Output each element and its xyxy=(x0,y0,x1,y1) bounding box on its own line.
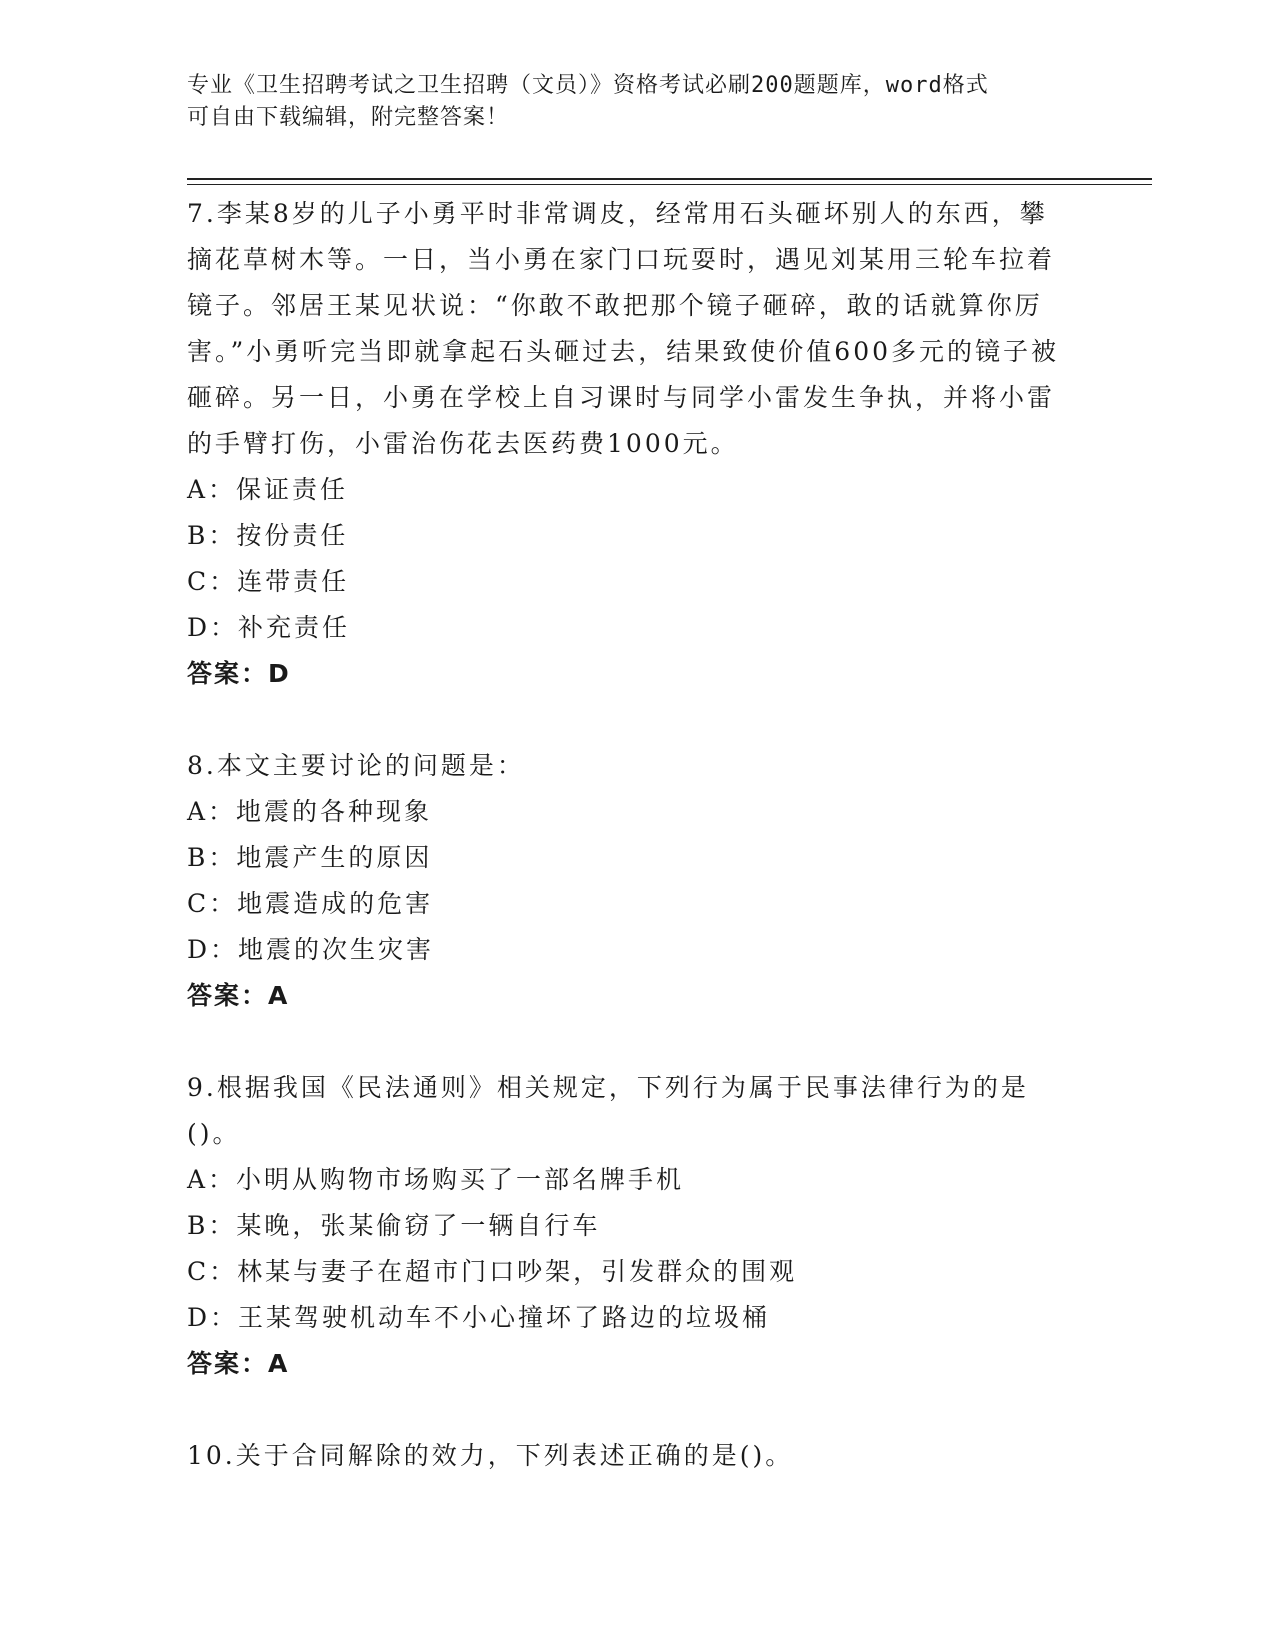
option-a: A：地震的各种现象 xyxy=(187,797,433,826)
question-stem: 9.根据我国《民法通则》相关规定，下列行为属于民事法律行为的是()。 xyxy=(187,1073,1029,1148)
answer-label: 答案：A xyxy=(187,981,290,1010)
header-divider-thick xyxy=(187,178,1152,180)
option-d: D：补充责任 xyxy=(187,613,351,642)
question-9 xyxy=(187,1065,1067,1387)
option-c: C：连带责任 xyxy=(187,567,350,596)
question-8 xyxy=(187,743,1067,1019)
header-title-line-2: 可自由下载编辑，附完整答案！ xyxy=(187,105,510,130)
question-stem: 7.李某8岁的儿子小勇平时非常调皮，经常用石头砸坏别人的东西，攀摘花草树木等。一日，当小勇在家门口玩耍时，遇见刘某用三轮车拉着镜子。邻居王某见状说：“你敢不敢把那个镜子砸碎，敢的话就算你厉害。”小勇听完当即就拿起石头砸过去，结果致使价值600多元的镜子被砸碎。另一日，小勇在学校上自习课时与同学小雷发生争执，并将小雷的手臂打伤，小雷治伤花去医药费1000元。 xyxy=(187,199,1060,458)
question-list xyxy=(187,191,1067,1479)
document-header xyxy=(187,70,1067,134)
option-b: B：地震产生的原因 xyxy=(187,843,433,872)
option-d: D：地震的次生灾害 xyxy=(187,935,435,964)
question-stem: 8.本文主要讨论的问题是： xyxy=(187,751,525,780)
option-c: C：地震造成的危害 xyxy=(187,889,434,918)
option-a: A：小明从购物市场购买了一部名牌手机 xyxy=(187,1165,685,1194)
question-10 xyxy=(187,1433,1067,1479)
header-divider-thin xyxy=(187,184,1152,185)
option-a: A：保证责任 xyxy=(187,475,349,504)
option-d: D：王某驾驶机动车不小心撞坏了路边的垃圾桶 xyxy=(187,1303,771,1332)
question-stem: 10.关于合同解除的效力，下列表述正确的是()。 xyxy=(187,1441,794,1470)
question-7 xyxy=(187,191,1067,697)
answer-label: 答案：A xyxy=(187,1349,290,1378)
option-c: C：林某与妻子在超市门口吵架，引发群众的围观 xyxy=(187,1257,798,1286)
header-title-line-1: 专业《卫生招聘考试之卫生招聘（文员）》资格考试必刷200题题库，word格式 xyxy=(187,73,989,98)
option-b: B：按份责任 xyxy=(187,521,349,550)
answer-label: 答案：D xyxy=(187,659,291,688)
option-b: B：某晚，张某偷窃了一辆自行车 xyxy=(187,1211,601,1240)
